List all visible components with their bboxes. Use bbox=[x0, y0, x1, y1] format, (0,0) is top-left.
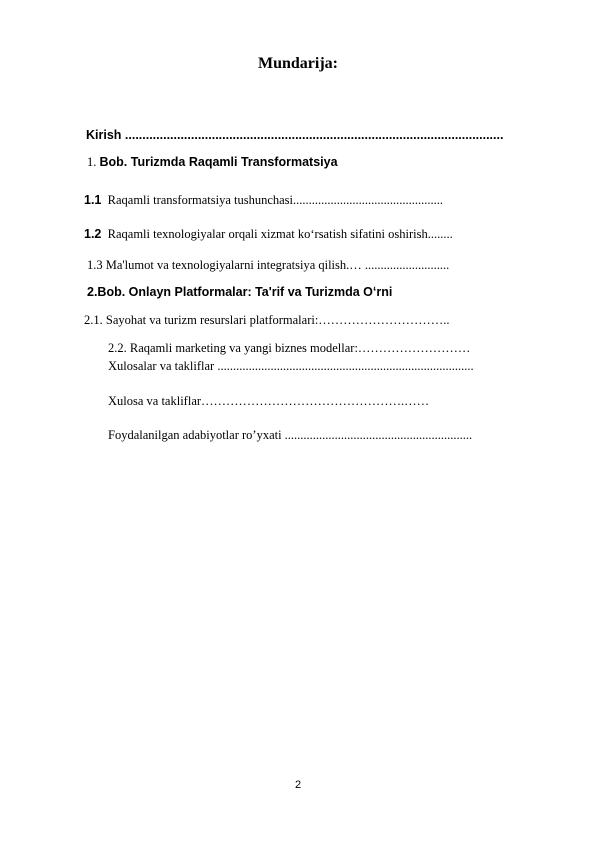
toc-chapter-1-title: Bob. Turizmda Raqamli Transformatsiya bbox=[99, 155, 338, 169]
page-number: 2 bbox=[294, 779, 302, 791]
toc-section-1-3: 1.3 Ma'lumot va texnologiyalarni integratsiya qilish.… ........................... bbox=[87, 258, 450, 272]
toc-section-1-2-text: Raqamli texnologiyalar orqali xizmat koʻrsatish sifatini oshirish........ bbox=[107, 227, 453, 241]
toc-section-1-2 bbox=[84, 227, 453, 242]
toc-entry-xulosalar: Xulosalar va takliflar .................................................................................. bbox=[108, 359, 474, 373]
toc-entry-kirish: Kirish ............................................................................................................. bbox=[86, 128, 504, 142]
toc-section-2-1: 2.1. Sayohat va turizm resurslari platformalari:………………………….. bbox=[84, 313, 450, 327]
page-title: Mundarija: bbox=[258, 55, 338, 72]
toc-section-1-1 bbox=[84, 193, 443, 208]
toc-chapter-1 bbox=[87, 155, 338, 170]
toc-chapter-2: 2.Bob. Onlayn Platformalar: Ta'rif va Turizmda Oʻrni bbox=[87, 285, 393, 299]
toc-section-1-1-number: 1.1 bbox=[84, 193, 102, 207]
toc-section-1-2-number: 1.2 bbox=[84, 227, 102, 241]
toc-section-1-1-text: Raqamli transformatsiya tushunchasi................................................ bbox=[107, 193, 444, 207]
toc-chapter-1-number: 1. bbox=[87, 155, 97, 169]
toc-entry-foydalanilgan-adabiyotlar: Foydalanilgan adabiyotlar ro’yxati ............................................................ bbox=[108, 428, 473, 442]
toc-section-2-2: 2.2. Raqamli marketing va yangi biznes modellar:……………………… bbox=[108, 341, 471, 355]
toc-entry-xulosa: Xulosa va takliflar………………………………………….…… bbox=[108, 394, 430, 408]
